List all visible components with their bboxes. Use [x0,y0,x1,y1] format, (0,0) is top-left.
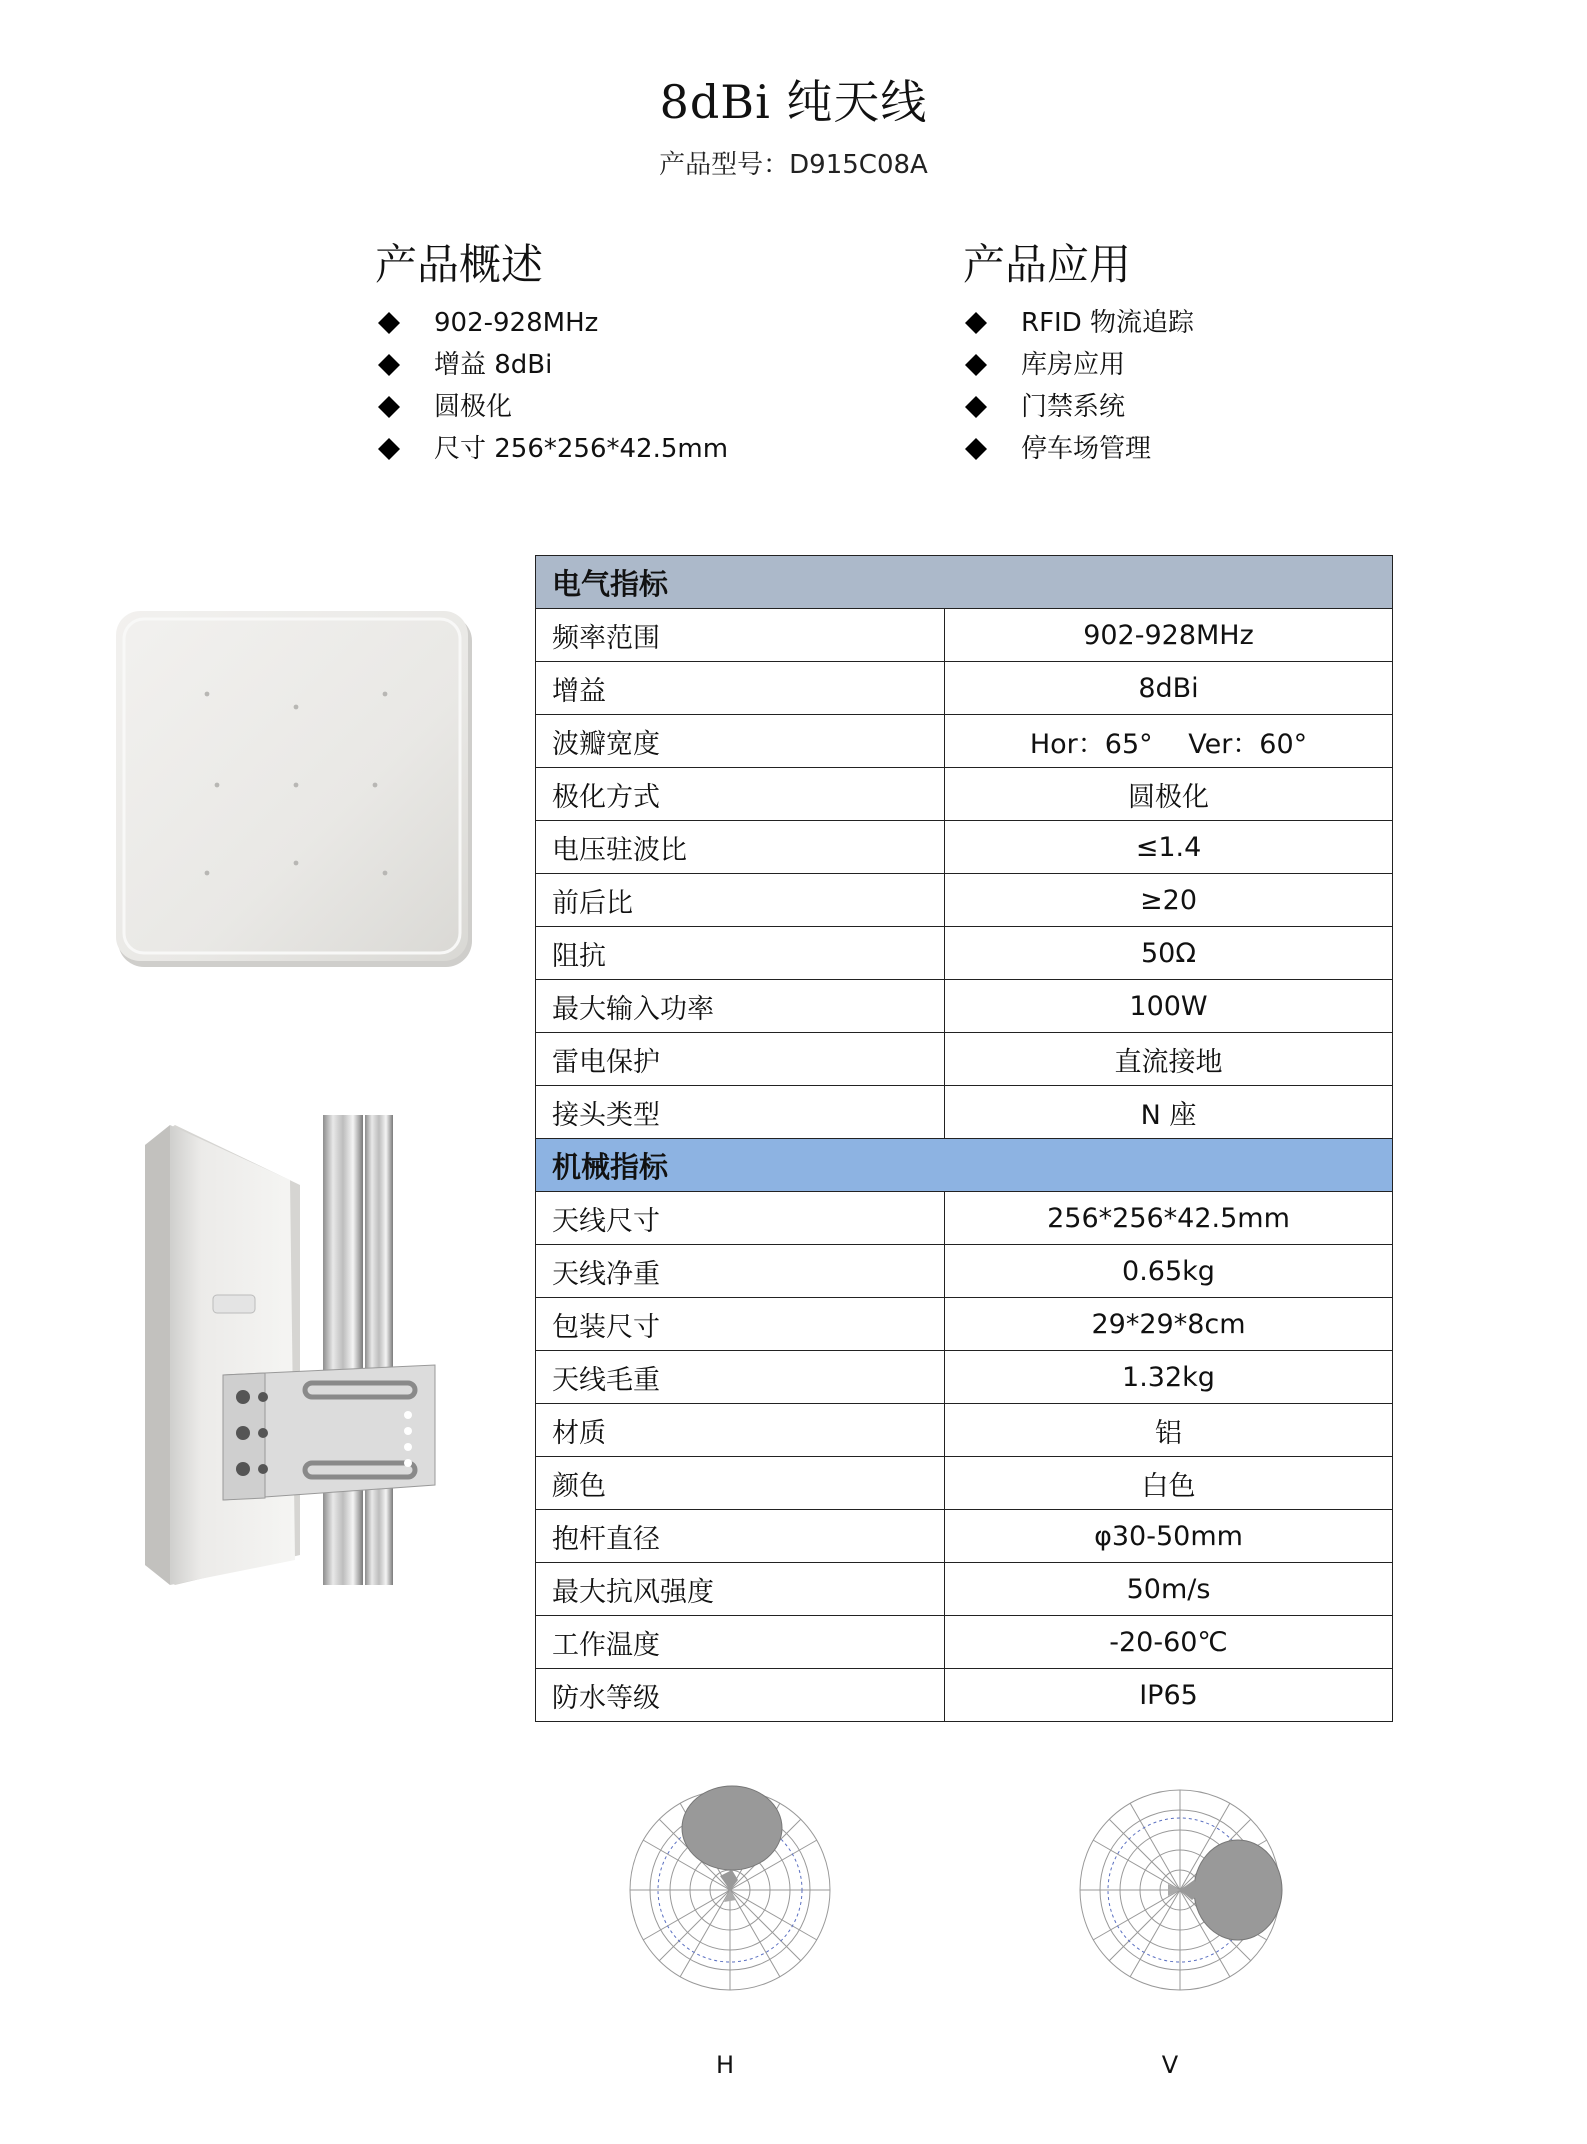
spec-value: 白色 [945,1457,1393,1510]
overview-item [378,428,728,470]
spec-value: ≥20 [945,874,1393,927]
table-row [536,662,1393,715]
spec-key: 极化方式 [536,768,945,821]
table-row [536,1245,1393,1298]
table-row [536,1457,1393,1510]
table-row [536,715,1393,768]
mechanical-heading: 机械指标 [536,1139,1393,1192]
overview-item [378,386,728,428]
spec-key: 电压驻波比 [536,821,945,874]
diamond-bullet-icon [378,396,400,418]
table-row [536,927,1393,980]
table-row [536,1563,1393,1616]
table-row [536,1351,1393,1404]
overview-item [378,344,728,386]
spec-value: 902-928MHz [945,609,1393,662]
table-row [536,821,1393,874]
spec-key: 频率范围 [536,609,945,662]
diamond-bullet-icon [965,438,987,460]
spec-key: 天线尺寸 [536,1192,945,1245]
spec-value: 直流接地 [945,1033,1393,1086]
table-row [536,1086,1393,1139]
spec-value: 0.65kg [945,1245,1393,1298]
diamond-bullet-icon [965,312,987,334]
table-row [536,1033,1393,1086]
model-number: 产品型号：D915C08A [659,150,928,180]
application-list [965,302,1194,470]
overview-item [378,302,728,344]
antenna-front-photo [110,605,480,975]
spec-key: 阻抗 [536,927,945,980]
application-item-text: 门禁系统 [1021,392,1126,422]
spec-value: Hor：65° Ver：60° [945,715,1393,768]
spec-value: 50Ω [945,927,1393,980]
spec-value: 8dBi [945,662,1393,715]
table-row [536,980,1393,1033]
spec-key: 雷电保护 [536,1033,945,1086]
spec-key: 颜色 [536,1457,945,1510]
spec-value: ≤1.4 [945,821,1393,874]
table-row [536,1669,1393,1722]
h-plane-pattern-diagram [620,1780,840,2000]
table-row [536,1192,1393,1245]
table-row [536,1404,1393,1457]
spec-value: 铝 [945,1404,1393,1457]
overview-list [378,302,728,470]
diamond-bullet-icon [378,438,400,460]
spec-key: 最大输入功率 [536,980,945,1033]
spec-key: 最大抗风强度 [536,1563,945,1616]
overview-item-text: 增益 8dBi [434,350,553,380]
diamond-bullet-icon [965,354,987,376]
table-row [536,1298,1393,1351]
spec-value: 29*29*8cm [945,1298,1393,1351]
h-plane-label: H [715,2051,735,2079]
overview-heading: 产品概述 [375,240,544,289]
diamond-bullet-icon [378,354,400,376]
application-item [965,386,1194,428]
spec-key: 工作温度 [536,1616,945,1669]
application-item [965,344,1194,386]
spec-key: 前后比 [536,874,945,927]
spec-value: φ30-50mm [945,1510,1393,1563]
spec-value: 256*256*42.5mm [945,1192,1393,1245]
spec-key: 天线毛重 [536,1351,945,1404]
spec-key: 接头类型 [536,1086,945,1139]
table-row [536,1616,1393,1669]
spec-key: 天线净重 [536,1245,945,1298]
application-item-text: RFID 物流追踪 [1021,308,1194,338]
spec-key: 抱杆直径 [536,1510,945,1563]
table-row [536,1510,1393,1563]
electrical-header-row [536,556,1393,609]
application-heading: 产品应用 [963,240,1132,289]
spec-key: 防水等级 [536,1669,945,1722]
antenna-mounted-photo [125,1115,455,1585]
overview-item-text: 902-928MHz [434,308,599,338]
application-item-text: 库房应用 [1021,350,1126,380]
v-plane-label: V [1161,2051,1179,2079]
overview-item-text: 尺寸 256*256*42.5mm [434,434,729,464]
spec-value: N 座 [945,1086,1393,1139]
spec-value: 50m/s [945,1563,1393,1616]
mechanical-header-row [536,1139,1393,1192]
diamond-bullet-icon [965,396,987,418]
electrical-heading: 电气指标 [536,556,1393,609]
v-plane-pattern-diagram [1070,1780,1290,2000]
application-item [965,428,1194,470]
spec-value: 1.32kg [945,1351,1393,1404]
spec-key: 波瓣宽度 [536,715,945,768]
spec-value: 圆极化 [945,768,1393,821]
table-row [536,768,1393,821]
spec-key: 材质 [536,1404,945,1457]
page-title: 8dBi 纯天线 [659,75,928,129]
application-item [965,302,1194,344]
spec-key: 增益 [536,662,945,715]
spec-value: 100W [945,980,1393,1033]
spec-table [535,555,1393,1722]
overview-item-text: 圆极化 [434,392,513,422]
application-item-text: 停车场管理 [1021,434,1152,464]
table-row [536,874,1393,927]
spec-key: 包装尺寸 [536,1298,945,1351]
spec-value: -20-60℃ [945,1616,1393,1669]
spec-value: IP65 [945,1669,1393,1722]
table-row [536,609,1393,662]
diamond-bullet-icon [378,312,400,334]
